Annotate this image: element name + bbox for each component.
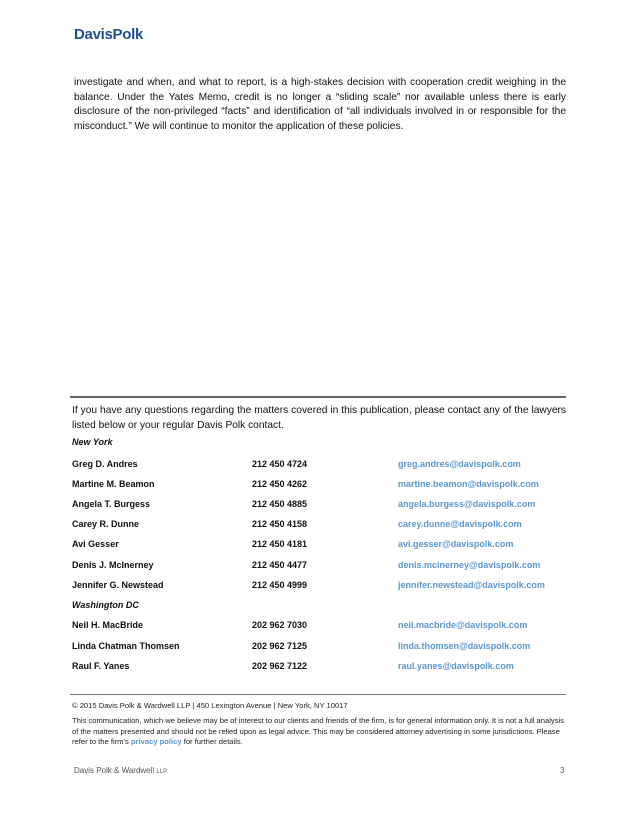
contact-row [72, 459, 566, 473]
office-heading-new-york: New York [72, 437, 113, 447]
footer-firm-text: Davis Polk & Wardwell [74, 766, 155, 775]
contact-phone: 212 450 4158 [252, 519, 308, 529]
contact-name: Avi Gesser [72, 539, 119, 549]
contact-row [72, 479, 566, 493]
contact-row [72, 661, 566, 675]
contact-name: Greg D. Andres [72, 459, 138, 469]
contact-email-link[interactable]: raul.yanes@davispolk.com [398, 661, 514, 671]
contact-email-link[interactable]: jennifer.newstead@davispolk.com [398, 580, 545, 590]
contact-email-link[interactable]: neil.macbride@davispolk.com [398, 620, 528, 630]
contact-name: Carey R. Dunne [72, 519, 140, 529]
contact-phone: 212 450 4999 [252, 580, 308, 590]
disclaimer-text: This communication, which we believe may be of interest to our clients and friends of the firm, is for general information only. It is not a full analysis of the matters presented and should not be relied upon as legal advice. This may be considered attorney advertising in some jurisdictions. Please refer to the firm’s [72, 716, 564, 747]
firm-logo: DavisPolk [74, 26, 144, 43]
contact-email-link[interactable]: greg.andres@davispolk.com [398, 459, 521, 469]
contact-row [72, 620, 566, 634]
contact-row [72, 519, 566, 533]
contact-row [72, 539, 566, 553]
contact-name: Angela T. Burgess [72, 499, 151, 509]
contact-email-link[interactable]: denis.mcinerney@davispolk.com [398, 560, 541, 570]
contact-email-link[interactable]: linda.thomsen@davispolk.com [398, 641, 531, 651]
contact-name: Raul F. Yanes [72, 661, 130, 671]
contact-phone: 212 450 4181 [252, 539, 308, 549]
contact-phone: 202 962 7122 [252, 661, 308, 671]
contact-phone: 212 450 4262 [252, 479, 308, 489]
footer-firm-name [74, 766, 167, 775]
disclaimer [72, 716, 566, 748]
contact-phone: 202 962 7030 [252, 620, 308, 630]
office-heading-washington: Washington DC [72, 600, 139, 610]
footer-divider [70, 694, 566, 695]
contact-phone: 212 450 4724 [252, 459, 308, 469]
contact-row [72, 641, 566, 655]
contact-row [72, 499, 566, 513]
copyright-line: © 2015 Davis Polk & Wardwell LLP | 450 Lexington Avenue | New York, NY 10017 [72, 701, 348, 710]
footer-firm-suffix: LLP [156, 769, 168, 775]
contact-name: Linda Chatman Thomsen [72, 641, 180, 651]
contact-phone: 202 962 7125 [252, 641, 308, 651]
page-number: 3 [560, 766, 565, 775]
privacy-policy-link[interactable]: privacy policy [130, 737, 182, 747]
contact-name: Denis J. McInerney [72, 560, 154, 570]
contact-phone: 212 450 4885 [252, 499, 308, 509]
section-divider [70, 396, 566, 398]
contact-email-link[interactable]: carey.dunne@davispolk.com [398, 519, 522, 529]
contact-name: Neil H. MacBride [72, 620, 144, 630]
contact-name: Martine M. Beamon [72, 479, 155, 489]
contact-phone: 212 450 4477 [252, 560, 308, 570]
contact-email-link[interactable]: martine.beamon@davispolk.com [398, 479, 539, 489]
contact-name: Jennifer G. Newstead [72, 580, 164, 590]
contact-intro: If you have any questions regarding the matters covered in this publication, please contact any of the lawyers listed below or your regular Davis Polk contact. [72, 405, 566, 431]
contact-email-link[interactable]: avi.gesser@davispolk.com [398, 539, 514, 549]
contact-row [72, 580, 566, 594]
contact-email-link[interactable]: angela.burgess@davispolk.com [398, 499, 536, 509]
body-paragraph: investigate and when, and what to report, is a high-stakes decision with cooperation credit weighing in the balance. Under the Yates Memo, credit is no longer a “sliding scale” nor available unless there is early disclosure of the non-privileged “facts” and identification of “all individuals involved in or responsible for the misconduct.” We will continue to monitor the application of these policies. [74, 77, 566, 132]
contact-row [72, 560, 566, 574]
disclaimer-text-end: for further details. [181, 737, 243, 747]
